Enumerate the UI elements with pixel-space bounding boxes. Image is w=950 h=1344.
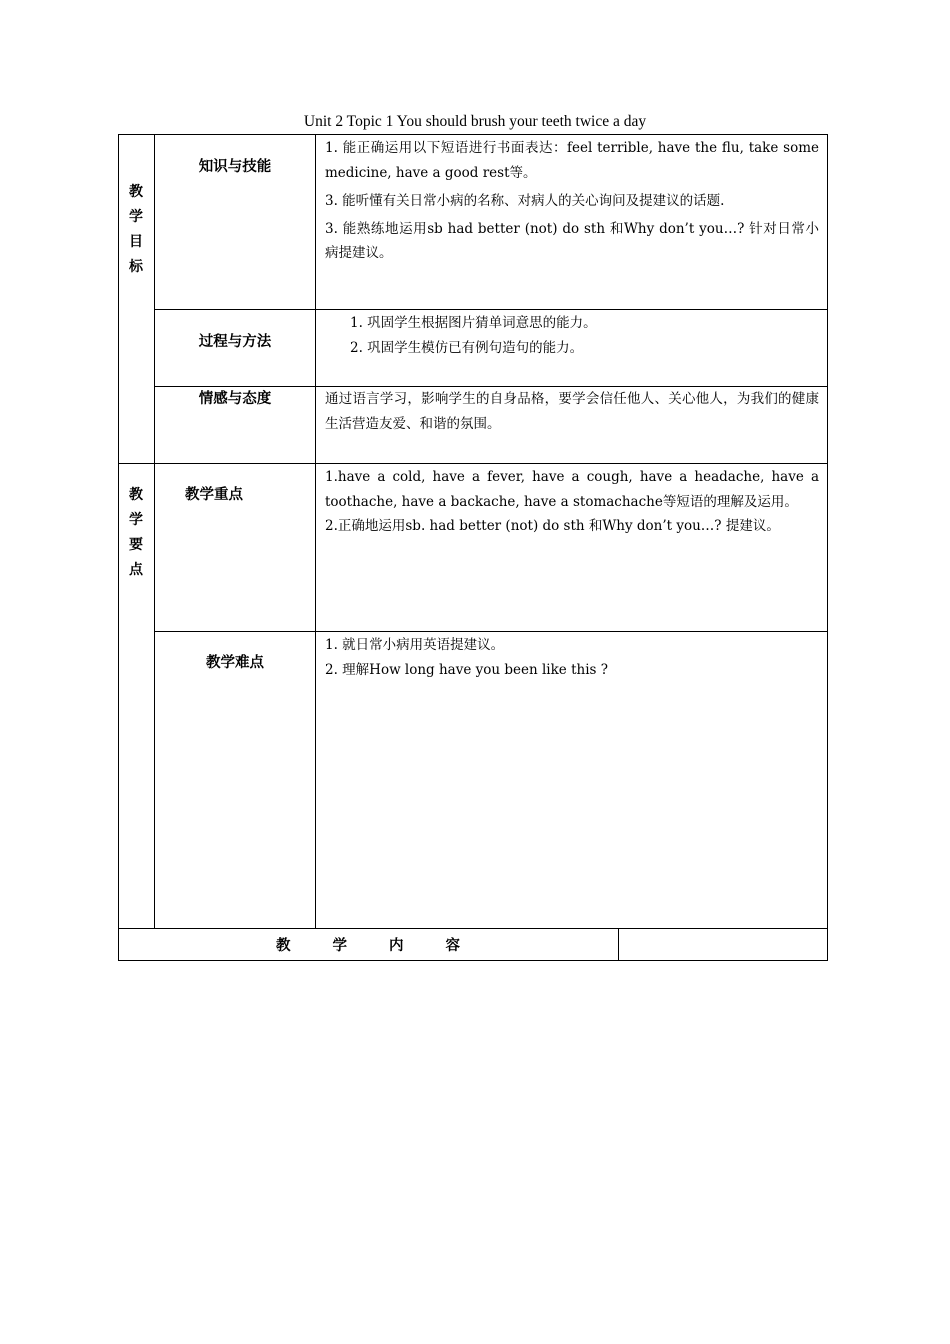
teaching-content-char: 教 — [276, 938, 291, 954]
attitude-content — [325, 387, 819, 436]
focus-item: 1.have a cold, have a fever, have a cough, have a headache, have a toothache, have a backache, have a stomachache等短语的理解及运用。 — [325, 469, 819, 510]
knowledge-item: 3. 能听懂有关日常小病的名称、对病人的关心询问及提建议的话题. — [325, 193, 725, 209]
key-points-label-char: 要 — [129, 537, 143, 553]
teaching-content-char: 学 — [332, 938, 347, 954]
knowledge-item: 3. 能熟练地运用sb had better (not) do sth 和Why don’t you…? 针对日常小病提建议。 — [325, 220, 819, 261]
footer-right-cell — [619, 929, 827, 960]
process-item: 1. 巩固学生根据图片猜单词意思的能力。 — [350, 315, 597, 331]
objectives-label-char: 教 — [129, 184, 143, 200]
process-methods-content — [325, 311, 819, 360]
knowledge-item: 1. 能正确运用以下短语进行书面表达：feel terrible, have the flu, take some medicine, have a good rest等。 — [325, 140, 819, 181]
difficulty-item: 1. 就日常小病用英语提建议。 — [325, 637, 505, 653]
row-divider-knowledge — [154, 309, 828, 310]
objectives-label-char: 学 — [129, 209, 143, 225]
difficulty-item: 2. 理解How long have you been like this ? — [325, 661, 608, 678]
lesson-plan-table — [118, 134, 828, 961]
page-title: Unit 2 Topic 1 You should brush your teeth twice a day — [303, 113, 647, 130]
table-border-right — [827, 134, 828, 961]
objectives-section-label — [118, 180, 154, 280]
objectives-label-char: 标 — [129, 259, 143, 275]
key-points-label-char: 点 — [129, 562, 143, 578]
label-column-divider — [154, 134, 155, 928]
process-methods-label: 过程与方法 — [198, 334, 272, 350]
key-points-label-char: 学 — [129, 512, 143, 528]
attitude-item: 通过语言学习，影响学生的自身品格，要学会信任他人、关心他人，为我们的健康生活营造友爱、和谐的氛围。 — [325, 391, 819, 432]
teaching-difficulty-label: 教学难点 — [206, 655, 264, 671]
teaching-content-char: 容 — [445, 938, 460, 954]
row-divider-focus — [154, 631, 828, 632]
sublabel-column-divider — [315, 134, 316, 928]
teaching-content-char: 内 — [389, 938, 404, 954]
teaching-content-label — [118, 928, 618, 961]
knowledge-skills-content — [325, 136, 819, 266]
objectives-label-char: 目 — [129, 234, 143, 250]
process-item: 2. 巩固学生模仿已有例句造句的能力。 — [350, 339, 584, 356]
key-points-label-char: 教 — [129, 487, 143, 503]
teaching-focus-content — [325, 465, 819, 539]
teaching-difficulty-content — [325, 633, 819, 682]
knowledge-skills-label: 知识与技能 — [198, 159, 272, 175]
focus-item: 2.正确地运用sb. had better (not) do sth 和Why don’t you…? 提建议。 — [325, 518, 780, 534]
table-border-top — [118, 134, 828, 135]
attitude-label: 情感与态度 — [198, 391, 272, 407]
section-divider-objectives — [118, 463, 828, 464]
teaching-focus-label: 教学重点 — [185, 487, 243, 503]
